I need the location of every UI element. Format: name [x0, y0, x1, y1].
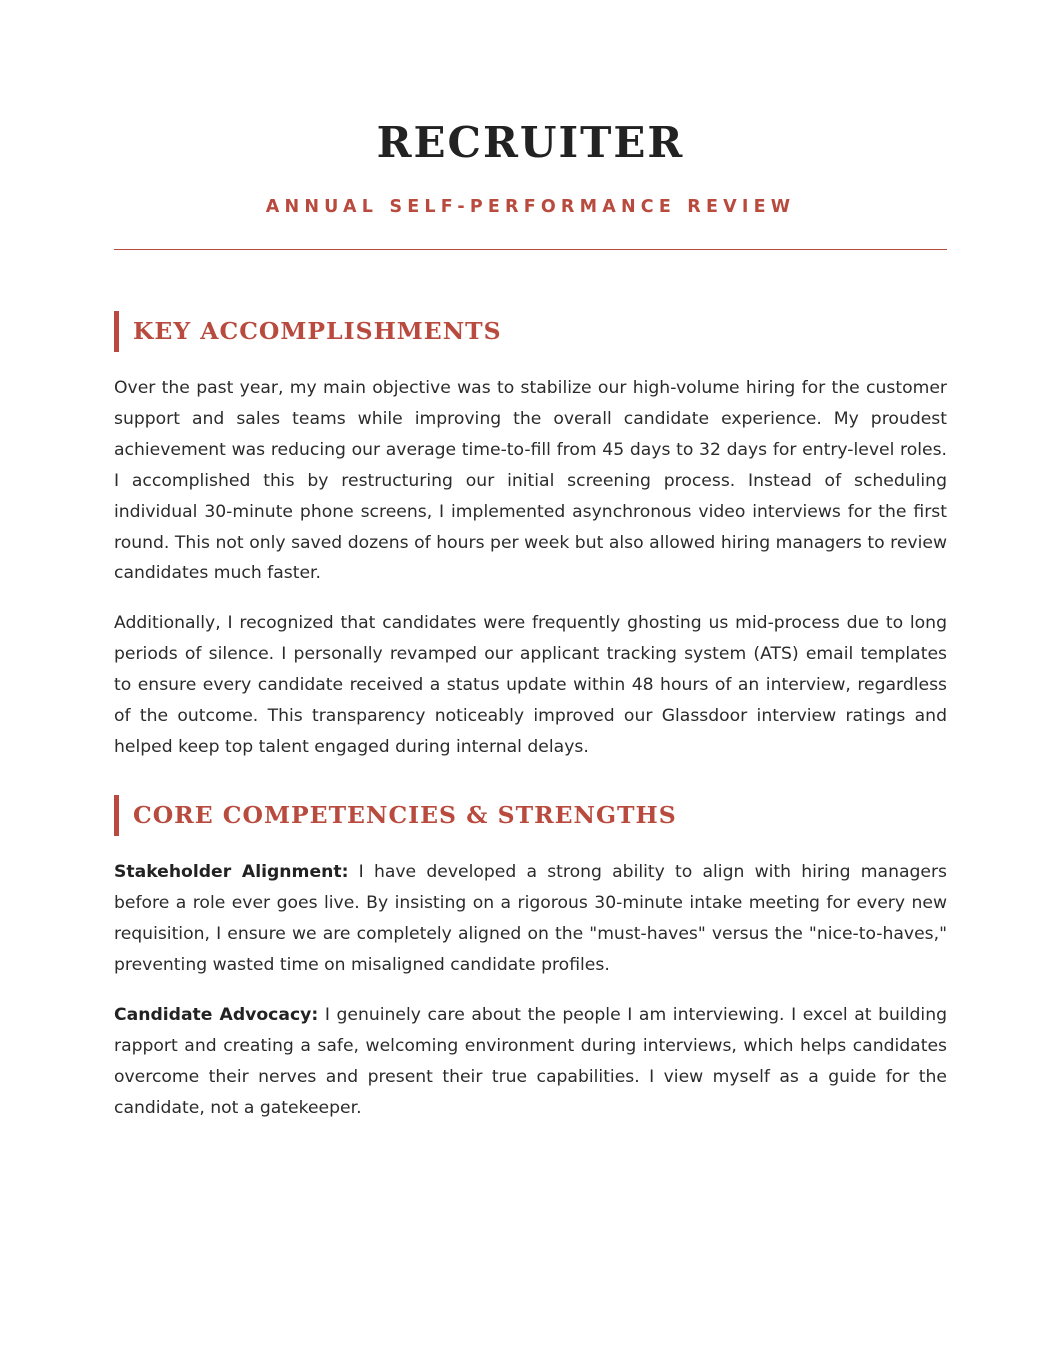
- competency-text: I have developed a strong ability to align with hiring managers before a role ever goes live. By insisting on a rigorous 30-minute intake meeting for every new requisition, I ensure we are completely aligned on the "must-haves" versus the "nice-to-haves," preventing wasted time on misaligned candidate profiles.: [114, 862, 947, 975]
- section-heading-accomplishments: KEY ACCOMPLISHMENTS: [114, 311, 947, 352]
- section-heading-competencies: CORE COMPETENCIES & STRENGTHS: [114, 795, 947, 836]
- competency-label: Candidate Advocacy:: [114, 1005, 319, 1025]
- paragraph-accomplishments-1: Over the past year, my main objective was to stabilize our high-volume hiring for the customer support and sales teams while improving the overall candidate experience. My proudest achievement was reducing our average time-to-fill from 45 days to 32 days for entry-level roles. I accomplished this by restructuring our initial screening process. Instead of scheduling individual 30-minute phone screens, I implemented asynchronous video interviews for the first round. This not only saved dozens of hours per week but also allowed hiring managers to review candidates much faster.: [114, 378, 947, 584]
- paragraph-accomplishments-2: Additionally, I recognized that candidates were frequently ghosting us mid-process due to long periods of silence. I personally revamped our applicant tracking system (ATS) email templates to ensure every candidate received a status update within 48 hours of an interview, regardless of the outcome. This transparency noticeably improved our Glassdoor interview ratings and helped keep top talent engaged during internal delays.: [114, 613, 947, 757]
- competency-item: [114, 857, 947, 981]
- competency-item: [114, 1000, 947, 1124]
- document-title: RECRUITER: [376, 118, 685, 167]
- competency-label: Stakeholder Alignment:: [114, 862, 349, 882]
- header-divider: [114, 249, 947, 250]
- competency-text: I genuinely care about the people I am interviewing. I excel at building rapport and creating a safe, welcoming environment during interviews, which helps candidates overcome their nerves and present their true capabilities. I view myself as a guide for the candidate, not a gatekeeper.: [114, 1005, 947, 1118]
- document-subtitle: ANNUAL SELF-PERFORMANCE REVIEW: [265, 197, 796, 217]
